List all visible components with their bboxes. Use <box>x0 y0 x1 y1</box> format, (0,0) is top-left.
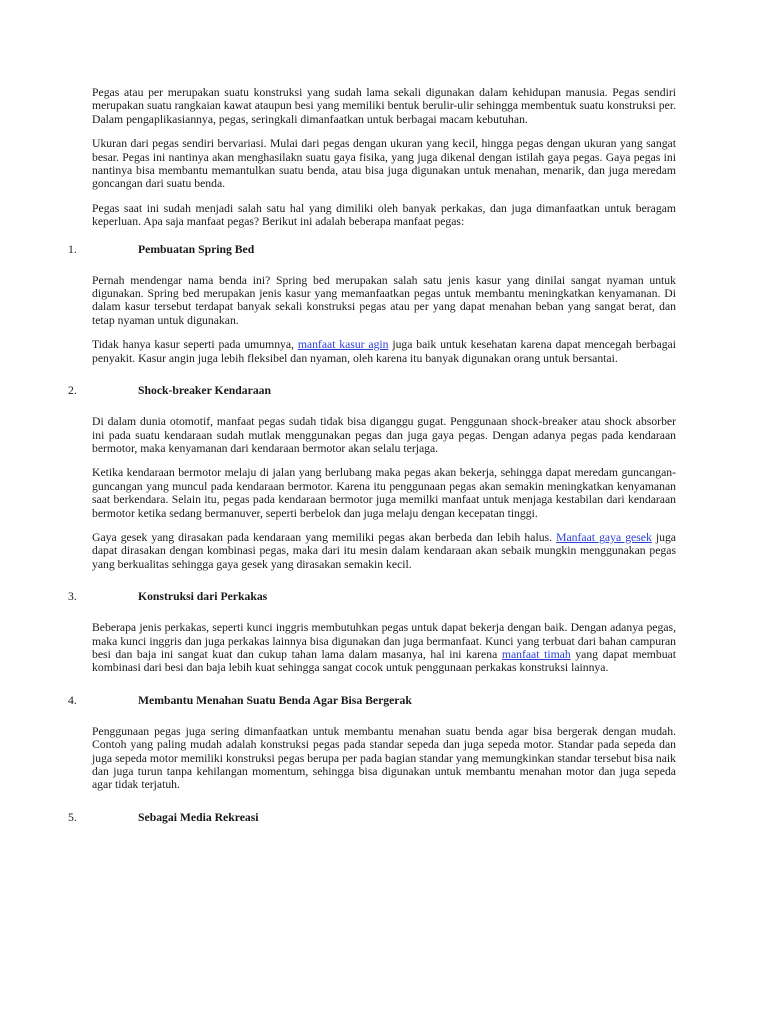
section-paragraph: Ketika kendaraan bermotor melaju di jalan yang berlubang maka pegas akan bekerja, sehingga dapat meredam guncangan-guncangan yang muncul pada kendaraan bermotor. Karena itu penggunaan pegas akan semakin meningkatkan kenyamanan saat berkendara. Selain itu, pegas pada kendaraan bermotor juga memilki manfaat untuk menjaga kestabilan dari kendaraan bermotor ketika sedang bermanuver, seperti berbelok dan juga melaju dengan kecepatan tinggi. <box>92 466 676 520</box>
intro-paragraph: Ukuran dari pegas sendiri bervariasi. Mulai dari pegas dengan ukuran yang kecil, hingga pegas dengan ukuran yang sangat besar. Pegas ini nantinya akan menghasilakn suatu gaya fisika, yang juga dikenal dengan istilah gaya pegas. Gaya pegas ini nantinya bisa membantu memantulkan suatu benda, atau bisa juga digunakan untuk menahan, menarik, dan juga meredam goncangan dari suatu benda. <box>92 137 676 191</box>
section-number: 4. <box>68 693 77 707</box>
section-title: Konstruksi dari Perkakas <box>138 590 268 604</box>
link-manfaat-kasur-agin[interactable]: manfaat kasur agin <box>297 338 389 352</box>
intro-paragraph: Pegas saat ini sudah menjadi salah satu hal yang dimiliki oleh banyak perkakas, dan juga dimanfaatkan untuk beragam keperluan. Apa saja manfaat pegas? Berikut ini adalah beberapa manfaat pegas: <box>92 201 676 229</box>
paragraph-text: Gaya gesek yang dirasakan pada kendaraan yang memiliki pegas akan berbeda dan lebih halus. <box>92 530 557 544</box>
section-paragraph: Pernah mendengar nama benda ini? Spring bed merupakan salah satu jenis kasur yang dinilai sangat nyaman untuk digunakan. Spring bed merupakan jenis kasur yang memanfaatkan pegas untuk membantu meningkatkan kenyamanan. Di dalam kasur tersebut terdapat banyak sekali konstruksi pegas atau per yang dapat menahan beban yang sangat berat, dan tetap nyaman untuk digunakan. <box>92 273 676 327</box>
section-paragraph <box>92 621 676 675</box>
section-heading <box>68 590 676 604</box>
section-heading <box>68 810 676 825</box>
paragraph-text: juga dapat dirasakan dengan kombinasi pegas, maka dari itu mesin dalam kendaraan akan sebaik mungkin menggunakan pegas yang berkualitas sehingga gaya gesek yang dirasakan semakin kecil. <box>92 530 676 571</box>
paragraph-text: Tidak hanya kasur seperti pada umumnya, <box>92 338 298 352</box>
section-number: 3. <box>68 590 77 604</box>
paragraph-text: juga baik untuk kesehatan karena dapat mencegah berbagai penyakit. Kasur angin juga lebih fleksibel dan nyaman, oleh karena itu banyak digunakan orang untuk bersantai. <box>92 338 676 365</box>
link-manfaat-gaya-gesek[interactable]: Manfaat gaya gesek <box>556 530 652 544</box>
section-title: Shock-breaker Kendaraan <box>138 384 272 398</box>
section-number: 5. <box>68 810 77 824</box>
intro-paragraph: Pegas atau per merupakan suatu konstruksi yang sudah lama sekali digunakan dalam kehidupan manusia. Pegas sendiri merupakan suatu rangkaian kawat ataupun besi yang memiliki bentuk berulir-ulir sehingga membentuk suatu konstruksi per. Dalam pengaplikasiannya, pegas, seringkali dimanfaatkan untuk berbagai macam kebutuhan. <box>92 86 676 126</box>
link-manfaat-timah[interactable]: manfaat timah <box>501 647 571 661</box>
section-number: 2. <box>68 384 77 398</box>
section-title: Pembuatan Spring Bed <box>138 242 255 256</box>
paragraph-text: Beberapa jenis perkakas, seperti kunci inggris membutuhkan pegas untuk dapat bekerja dengan baik. Dengan adanya pegas, maka kunci inggris dan juga perkakas lainnya bisa digunakan dan juga bermanfaat. Kunci yang terbuat dari bahan campuran besi dan baja ini sangat kuat dan cukup tahan lama dalam masanya, hal ini karena <box>92 621 676 661</box>
section-heading <box>68 242 676 257</box>
section-paragraph: Penggunaan pegas juga sering dimanfaatkan untuk membantu menahan suatu benda agar bisa bergerak dengan mudah. Contoh yang paling mudah adalah konstruksi pegas pada standar sepeda dan juga sepeda motor. Standar pada sepeda dan juga sepeda motor memiliki konstruksi pegas berupa per pada bagian standar yang memungkinkan standar tersebut bisa naik dan juga turun tanpa kehilangan momentum, sehingga bisa digunakan untuk membantu menahan motor dan juga sepeda agar tidak terjatuh. <box>92 724 676 792</box>
section-paragraph <box>92 531 676 571</box>
article-body <box>68 86 676 842</box>
section-title: Sebagai Media Rekreasi <box>138 810 259 824</box>
section-heading <box>68 693 676 708</box>
section-title: Membantu Menahan Suatu Benda Agar Bisa Bergerak <box>138 693 412 707</box>
section-number: 1. <box>68 242 77 256</box>
paragraph-text: yang dapat membuat kombinasi dari besi dan baja lebih kuat sehingga sangat cocok untuk penggunaan perkakas konstruksi lainnya. <box>92 647 676 675</box>
section-paragraph: Di dalam dunia otomotif, manfaat pegas sudah tidak bisa diganggu gugat. Penggunaan shock-breaker atau shock absorber ini pada suatu kendaraan sudah mutlak menggunakan pegas dan juga gaya pegas. Dengan adanya pegas pada kendaraan bermotor, maka kenyamanan dari kendaraan bermotor akan selalu terjaga. <box>92 415 676 455</box>
section-paragraph <box>92 338 676 365</box>
section-heading <box>68 384 676 398</box>
